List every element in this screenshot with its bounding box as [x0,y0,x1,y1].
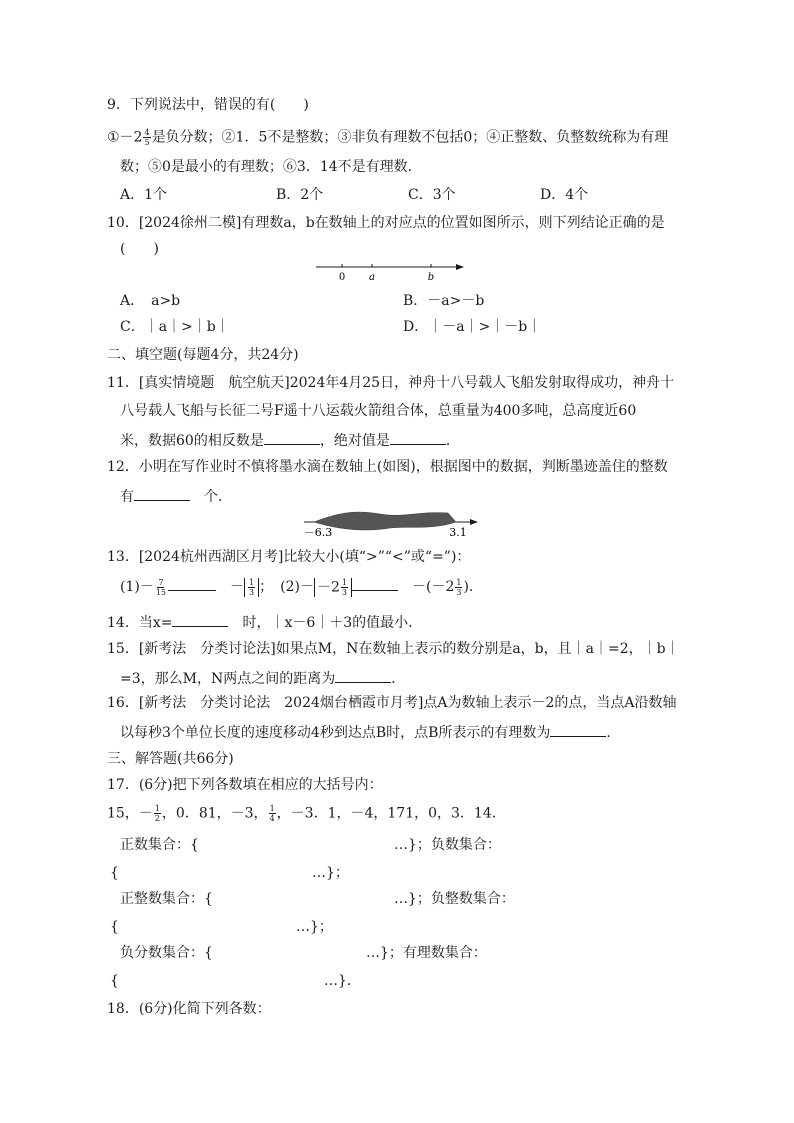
fraction: $\frac{1}{2}$ [154,804,160,823]
q17-stem: 17．(6分)把下列各数填在相应的大括号内： [107,777,383,793]
positive-integer-set-end: …}；负整数集合： [394,891,515,907]
negative-set-end: …}； [312,865,349,881]
answer-blank[interactable] [172,612,228,627]
label-zero: 0 [338,272,346,283]
answer-blank[interactable] [264,430,320,445]
q10-number-line [310,255,470,285]
answer-blank[interactable] [335,668,391,683]
q9-option-d: D．4个 [540,187,589,203]
rational-set-end: …}． [324,973,361,989]
axis-arrow [470,519,478,525]
q11-line1: 11．[真实情境题 航空航天]2024年4月25日，神舟十八号载人飞船发射取得成功，神舟十 [107,375,675,391]
q10-option-d: D．｜－a｜>｜－b｜ [403,319,542,335]
q12-ink-number-line [300,508,484,542]
q16-line1: 16．[新考法 分类讨论法 2024烟台栖霞市月考]点A为数轴上表示－2的点，当点A沿数轴 [107,695,677,711]
q9-statements-line1: ①－2 $\frac{4}{5}$ 是负分数；②1．5不是整数；③非负有理数不包括0；④正整数、负整数统称为有理 [107,128,669,147]
answer-blank[interactable] [352,576,398,591]
positive-integer-set-label: 正整数集合：{ [120,891,213,907]
q9-option-c: C．3个 [408,187,456,203]
q13-parts: (1)－ $\frac{7}{15}$ － $\frac{1}{3}$ ； (2)－ －2 $\frac{1}{3}$ －(－2 $\frac{1}{3}$ ). [120,577,474,597]
abs-bars: －2 $\frac{1}{3}$ [314,578,352,597]
q15-line1: 15．[新考法 分类讨论法]如果点M，N在数轴上表示的数分别是a，b，且｜a｜=2，｜b｜ [107,641,680,657]
q11-line3: 米，数据60的相反数是 ，绝对值是 ． [120,430,460,450]
positive-set-end: …}；负数集合： [394,837,501,853]
fraction: $\frac{1}{3}$ [341,577,347,597]
answer-blank[interactable] [550,722,606,737]
label-b: b [427,272,435,283]
q9-stem: 9．下列说法中，错误的有( ) [107,97,309,113]
q10-option-c: C．｜a｜>｜b｜ [120,319,230,335]
negative-fraction-set-label: 负分数集合：{ [120,945,213,961]
label-left: －6.3 [303,526,333,539]
label-right: 3.1 [449,526,467,539]
q18-stem: 18．(6分)化简下列各数： [107,1001,271,1017]
positive-set-label: 正数集合：{ [120,837,199,853]
negative-integer-set-end: …}； [296,919,333,935]
negative-fraction-set-end: …}；有理数集合： [366,945,487,961]
q15-line2: =3，那么M，N两点之间的距离为 ． [120,668,405,688]
q16-line2: 以每秒3个单位长度的速度移动4秒到达点B时，点B所表示的有理数为 ． [120,722,620,742]
axis-arrow [456,264,464,270]
q17-numbers: 15，－ $\frac{1}{2}$ ，0．81，－3， $\frac{1}{4}$ ，－3．1，－4，171，0，3．14． [107,804,506,823]
q14-line: 14．当x= 时，｜x－6｜＋3的值最小． [107,612,422,632]
q13-stem: 13．[2024杭州西湖区月考]比较大小(填“>”“<”或“=”)： [107,549,471,565]
rational-set-open: { [110,973,119,989]
negative-set-open: { [110,865,119,881]
fraction: $\frac{4}{5}$ [144,128,150,147]
label-a: a [369,272,375,283]
q12-line1: 12．小明在写作业时不慎将墨水滴在数轴上(如图)，根据图中的数据，判断墨迹盖住的整数 [107,459,668,475]
q10-option-b: B．－a>－b [403,293,485,309]
negative-integer-set-open: { [110,919,119,935]
q9-option-b: B．2个 [276,187,324,203]
q9-option-a: A．1个 [120,187,168,203]
fraction: $\frac{1}{3}$ [456,577,462,597]
q9-statements-line2: 数；⑤0是最小的有理数；⑥3．14不是有理数． [120,159,422,175]
q10-paren: ( ) [120,241,159,257]
fraction: $\frac{1}{3}$ [249,577,255,597]
q10-option-a: A． a>b [120,293,181,309]
section-fill-in-heading: 二、填空题(每题4分，共24分) [107,347,299,363]
q11-line2: 八号载人飞船与长征二号F遥十八运载火箭组合体，总重量为400多吨，总高度近60 [120,403,637,419]
answer-blank[interactable] [134,486,190,501]
fraction: $\frac{7}{15}$ [155,577,167,597]
answer-blank[interactable] [168,576,216,591]
fraction: $\frac{1}{4}$ [269,804,275,823]
q12-line2: 有 个． [120,486,232,506]
abs-bars [244,578,259,597]
section-solve-heading: 三、解答题(共66分) [107,751,234,767]
answer-blank[interactable] [390,430,446,445]
q10-stem: 10．[2024徐州二模]有理数a，b在数轴上的对应点的位置如图所示，则下列结论正确的是 [107,215,665,231]
ink-blot [314,512,456,530]
